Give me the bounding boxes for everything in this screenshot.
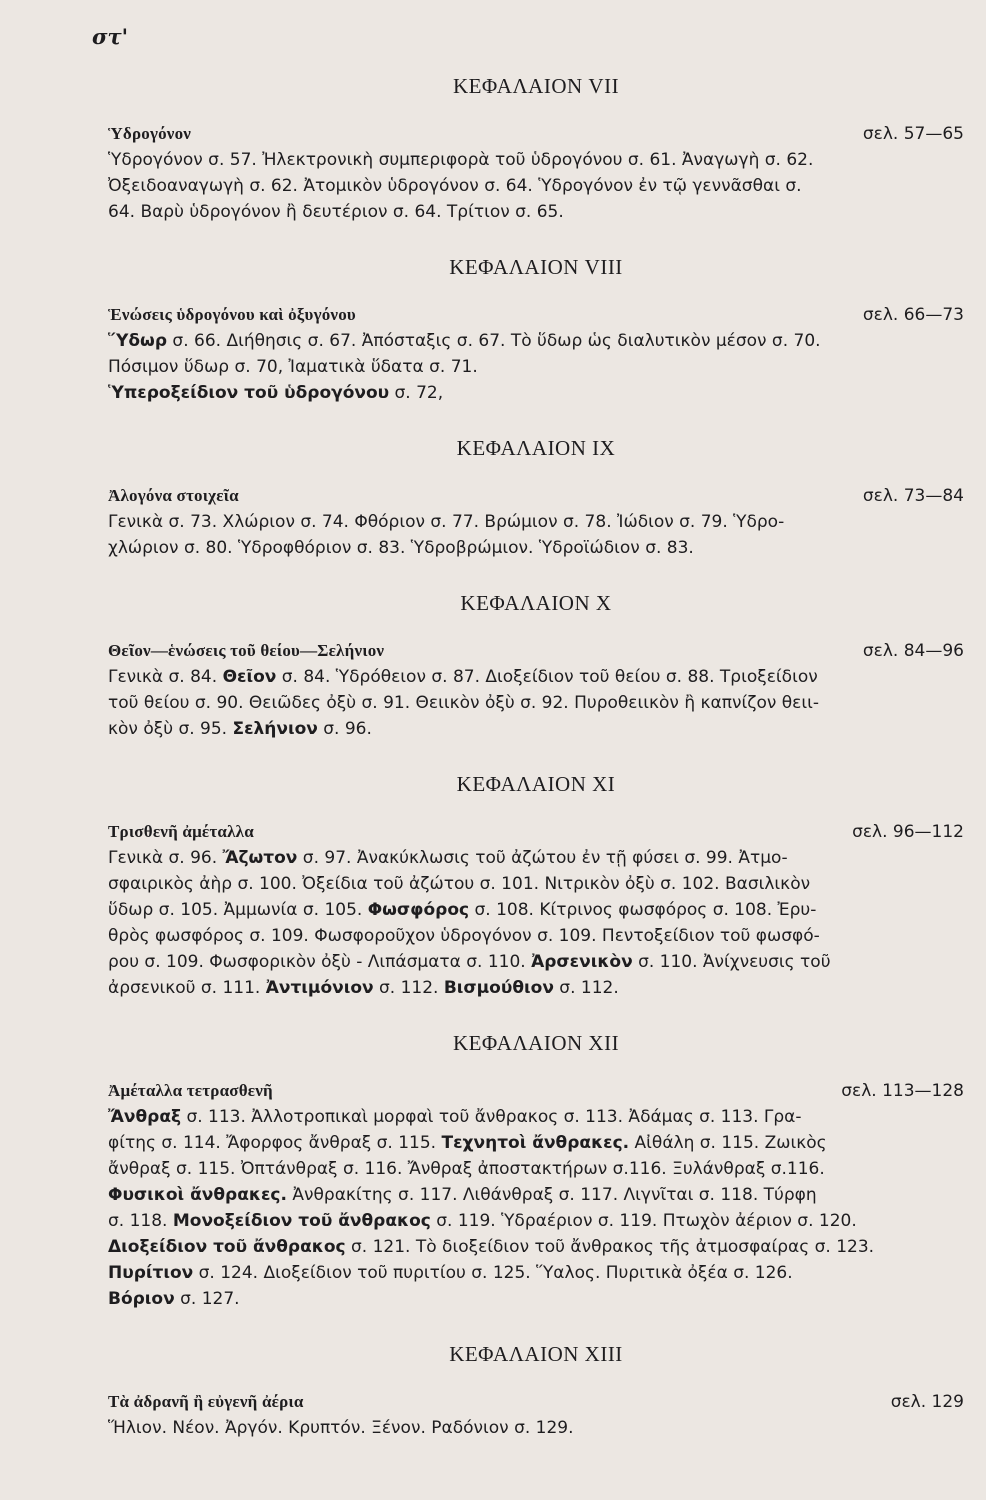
bold-term: Πυρίτιον [108, 1263, 194, 1283]
entry-line [108, 1286, 964, 1312]
entry-line [108, 1182, 964, 1208]
entry-text: ἀρσενικοῦ σ. 111. [108, 978, 266, 998]
bold-term: Ὑπεροξείδιον τοῦ ὑδρογόνου [108, 383, 390, 403]
chapter-title: Ἑνώσεις ὑδρογόνου καὶ ὀξυγόνου [108, 305, 356, 324]
entry-line [108, 664, 964, 690]
entry-text: ρου σ. 109. Φωσφορικὸν ὀξὺ - Λιπάσματα σ. 110. [108, 952, 532, 972]
entry-text: 64. Βαρὺ ὑδρογόνον ἢ δευτέριον σ. 64. Τρίτιον σ. 65. [108, 202, 564, 222]
entry-text: σ. 72, [389, 383, 444, 403]
entry-text: ἄνθραξ σ. 115. Ὀπτάνθραξ σ. 116. Ἄνθραξ ἀποστακτήρων σ.116. Ξυλάνθραξ σ.116. [108, 1159, 825, 1179]
bold-term: Μονοξείδιον τοῦ ἄνθρακος [172, 1211, 431, 1231]
entry-line [108, 845, 964, 871]
chapter-title-row [108, 1389, 964, 1415]
chapter-heading: ΚΕΦΑΛΑΙΟΝ IX [456, 436, 616, 460]
page-range: σελ. 66—73 [862, 305, 964, 325]
entry-text: σ. 113. Ἀλλοτροπικαὶ μορφαὶ τοῦ ἄνθρακος σ. 113. Ἀδάμας σ. 113. Γρα- [181, 1107, 802, 1127]
chapter-heading: ΚΕΦΑΛΑΙΟΝ X [460, 591, 612, 615]
chapter-title-row [108, 302, 964, 328]
chapter-section [108, 436, 964, 561]
chapter-heading: ΚΕΦΑΛΑΙΟΝ XIII [449, 1342, 623, 1366]
bold-term: Ὕδωρ [108, 331, 168, 351]
chapter-title-row [108, 121, 964, 147]
chapter-entries [108, 328, 964, 406]
table-of-contents [108, 74, 964, 1471]
entry-line [108, 535, 964, 561]
entry-text: σ. 66. Διήθησις σ. 67. Ἀπόσταξις σ. 67. Τὸ ὕδωρ ὡς διαλυτικὸν μέσον σ. 70. [167, 331, 821, 351]
entry-text: σ. 110. Ἀνίχνευσις τοῦ [632, 952, 831, 972]
entry-line [108, 871, 964, 897]
entry-line [108, 1208, 964, 1234]
entry-text: σ. 96. [317, 719, 372, 739]
entry-line [108, 1156, 964, 1182]
entry-text: ὕδωρ σ. 105. Ἀμμωνία σ. 105. [108, 900, 368, 920]
bold-term: Σελήνιον [232, 719, 318, 739]
bold-term: Ἄνθραξ [108, 1107, 182, 1127]
entry-text: σ. 112. [373, 978, 444, 998]
chapter-section [108, 255, 964, 406]
entry-text: σ. 84. Ὑδρόθειον σ. 87. Διοξείδιον τοῦ θείου σ. 88. Τριοξείδιον [276, 667, 818, 687]
page-number: στ' [92, 24, 129, 49]
entry-line [108, 380, 964, 406]
entry-text: τοῦ θείου σ. 90. Θειῶδες ὀξὺ σ. 91. Θειικὸν ὀξὺ σ. 92. Πυροθειικὸν ἢ καπνίζον θειι- [108, 693, 819, 713]
entry-text: σ. 124. Διοξείδιον τοῦ πυριτίου σ. 125. Ὕαλος. Πυριτικὰ ὀξέα σ. 126. [193, 1263, 793, 1283]
entry-text: Γενικὰ σ. 73. Χλώριον σ. 74. Φθόριον σ. 77. Βρώμιον σ. 78. Ἰώδιον σ. 79. Ὑδρο- [108, 512, 785, 532]
bold-term: Βόριον [108, 1289, 175, 1309]
page-range: σελ. 96—112 [852, 822, 964, 842]
bold-term: Φυσικοὶ ἄνθρακες. [108, 1185, 287, 1205]
entry-text: σ. 118. [108, 1211, 173, 1231]
chapter-title-row [108, 638, 964, 664]
entry-text: σ. 97. Ἀνακύκλωσις τοῦ ἀζώτου ἐν τῇ φύσει σ. 99. Ἀτμο- [297, 848, 788, 868]
bold-term: Βισμούθιον [443, 978, 554, 998]
entry-text: χλώριον σ. 80. Ὑδροφθόριον σ. 83. Ὑδροβρώμιον. Ὑδροϊώδιον σ. 83. [108, 538, 694, 558]
bold-term: Φωσφόρος [367, 900, 470, 920]
chapter-heading: ΚΕΦΑΛΑΙΟΝ XI [456, 772, 616, 796]
page-range: σελ. 129 [890, 1392, 964, 1412]
chapter-title-row [108, 1078, 964, 1104]
entry-line [108, 690, 964, 716]
entry-line [108, 1415, 964, 1441]
entry-text: κὸν ὀξὺ σ. 95. [108, 719, 233, 739]
chapter-title: Τρισθενῆ ἀμέταλλα [108, 822, 254, 841]
chapter-entries [108, 664, 964, 742]
page-range: σελ. 73—84 [862, 486, 964, 506]
chapter-entries [108, 147, 964, 225]
entry-text: σ. 108. Κίτρινος φωσφόρος σ. 108. Ἐρυ- [469, 900, 817, 920]
chapter-section [108, 1342, 964, 1441]
bold-term: Ἀντιμόνιον [265, 978, 374, 998]
chapter-title-row [108, 483, 964, 509]
chapter-title: Ἀλογόνα στοιχεῖα [108, 486, 239, 505]
page-range: σελ. 57—65 [862, 124, 964, 144]
entry-text: σ. 119. Ὑδραέριον σ. 119. Πτωχὸν ἀέριον σ. 120. [430, 1211, 857, 1231]
chapter-section [108, 772, 964, 1001]
entry-text: φίτης σ. 114. Ἄφορφος ἄνθραξ σ. 115. [108, 1133, 442, 1153]
entry-line [108, 923, 964, 949]
chapter-title: Τὰ ἀδρανῆ ἢ εὐγενῆ ἀέρια [108, 1392, 304, 1411]
entry-text: Πόσιμον ὕδωρ σ. 70, Ἰαματικὰ ὕδατα σ. 71. [108, 357, 478, 377]
entry-line [108, 199, 964, 225]
entry-text: θρὸς φωσφόρος σ. 109. Φωσφοροῦχον ὑδρογόνον σ. 109. Πεντοξείδιον τοῦ φωσφό- [108, 926, 820, 946]
chapter-title-row [108, 819, 964, 845]
chapter-heading: ΚΕΦΑΛΑΙΟΝ XII [452, 1031, 620, 1055]
entry-text: Ὀξειδοαναγωγὴ σ. 62. Ἀτομικὸν ὑδρογόνον σ. 64. Ὑδρογόνον ἐν τῷ γεννᾶσθαι σ. [108, 176, 802, 196]
chapter-entries [108, 509, 964, 561]
entry-line [108, 975, 964, 1001]
chapter-title: Ὑδρογόνον [108, 124, 192, 143]
chapter-section [108, 1031, 964, 1312]
chapter-entries [108, 1104, 964, 1312]
entry-line [108, 1104, 964, 1130]
chapter-entries [108, 1415, 964, 1441]
entry-line [108, 897, 964, 923]
entry-line [108, 328, 964, 354]
entry-text: Γενικὰ σ. 84. [108, 667, 223, 687]
page-range: σελ. 113—128 [841, 1081, 964, 1101]
entry-line [108, 1130, 964, 1156]
bold-term: Ἄζωτον [222, 848, 298, 868]
chapter-title: Ἀμέταλλα τετρασθενῆ [108, 1081, 273, 1100]
bold-term: Διοξείδιον τοῦ ἄνθρακος [108, 1237, 346, 1257]
entry-line [108, 354, 964, 380]
entry-line [108, 173, 964, 199]
entry-line [108, 1234, 964, 1260]
chapter-heading: ΚΕΦΑΛΑΙΟΝ VIII [449, 255, 623, 279]
chapter-heading: ΚΕΦΑΛΑΙΟΝ VII [452, 74, 620, 98]
chapter-section [108, 74, 964, 225]
bold-term: Ἀρσενικὸν [531, 952, 633, 972]
chapter-entries [108, 845, 964, 1001]
entry-line [108, 1260, 964, 1286]
entry-line [108, 509, 964, 535]
bold-term: Τεχνητοὶ ἄνθρακες. [441, 1133, 630, 1153]
page-range: σελ. 84—96 [862, 641, 964, 661]
entry-line [108, 949, 964, 975]
chapter-section [108, 591, 964, 742]
entry-line [108, 716, 964, 742]
entry-text: σφαιρικὸς ἀὴρ σ. 100. Ὀξείδια τοῦ ἀζώτου σ. 101. Νιτρικὸν ὀξὺ σ. 102. Βασιλικὸν [108, 874, 811, 894]
entry-text: Ὑδρογόνον σ. 57. Ἠλεκτρονικὴ συμπεριφορὰ τοῦ ὑδρογόνου σ. 61. Ἀναγωγὴ σ. 62. [108, 150, 814, 170]
chapter-title: Θεῖον—ἑνώσεις τοῦ θείου—Σελήνιον [108, 641, 385, 660]
entry-text: σ. 127. [174, 1289, 240, 1309]
entry-text: Ἥλιον. Νέον. Ἀργόν. Κρυπτόν. Ξένον. Ραδόνιον σ. 129. [108, 1418, 574, 1438]
entry-text: Γενικὰ σ. 96. [108, 848, 223, 868]
entry-text: Ἀνθρακίτης σ. 117. Λιθάνθραξ σ. 117. Λιγνῖται σ. 118. Τύρφη [286, 1185, 817, 1205]
entry-text: Αἰθάλη σ. 115. Ζωικὸς [629, 1133, 827, 1153]
entry-line [108, 147, 964, 173]
bold-term: Θεῖον [222, 667, 277, 687]
entry-text: σ. 112. [553, 978, 619, 998]
entry-text: σ. 121. Τὸ διοξείδιον τοῦ ἄνθρακος τῆς ἀτμοσφαίρας σ. 123. [345, 1237, 875, 1257]
